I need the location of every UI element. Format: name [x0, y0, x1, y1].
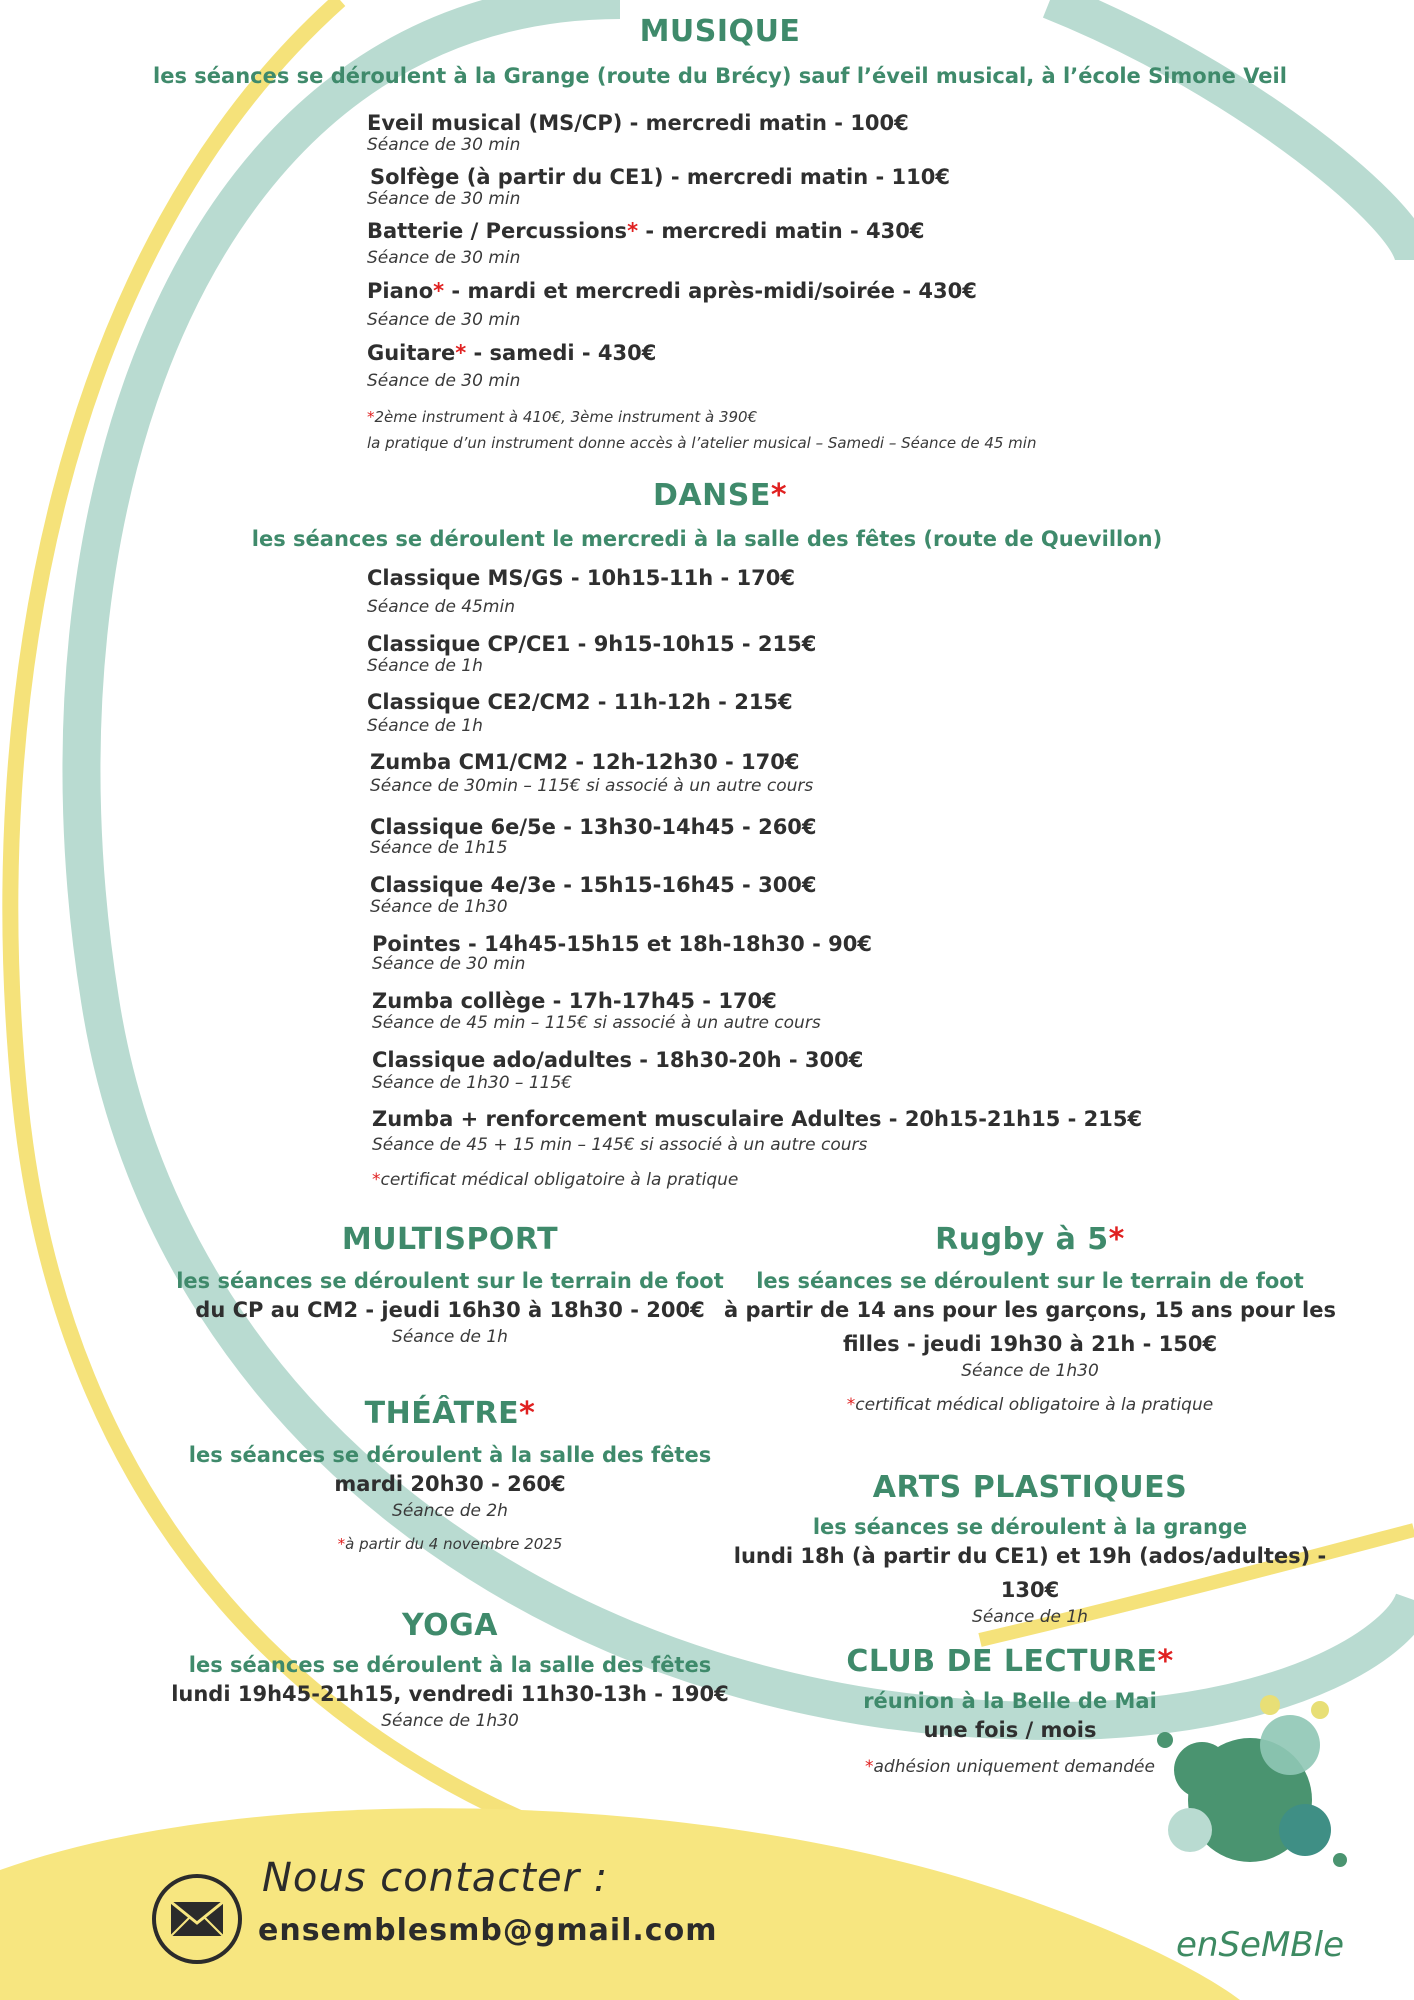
asterisk: *	[846, 1395, 856, 1415]
multisport-schedule: du CP au CM2 - jeudi 16h30 à 18h30 - 200€	[195, 1298, 705, 1322]
yoga-subtitle: les séances se déroulent à la salle des fêtes	[188, 1653, 712, 1677]
brand-logo-text: enSeMBle	[1176, 1925, 1344, 1965]
lecture-footnote	[720, 1757, 1300, 1777]
multisport-note: Séance de 1h	[392, 1327, 508, 1347]
lecture-title	[720, 1644, 1300, 1679]
musique-subtitle: les séances se déroulent à la Grange (route du Brécy) sauf l’éveil musical, à l’école Simone Veil	[153, 64, 1287, 88]
envelope-icon	[152, 1874, 242, 1964]
arts-schedule: lundi 18h (à partir du CE1) et 19h (ados/adultes) - 130€	[733, 1544, 1327, 1602]
rugby-title	[720, 1222, 1340, 1257]
danse-item: Classique MS/GS - 10h15-11h - 170€	[367, 566, 795, 590]
asterisk: *	[433, 279, 445, 303]
asterisk: *	[372, 1170, 381, 1190]
footnote-text: certificat médical obligatoire à la pratique	[855, 1395, 1214, 1415]
lecture-frequency: une fois / mois	[923, 1718, 1097, 1742]
asterisk: *	[1157, 1644, 1174, 1679]
rugby-subtitle: les séances se déroulent sur le terrain de foot	[756, 1269, 1304, 1293]
asterisk: *	[337, 1535, 346, 1553]
danse-item: Zumba + renforcement musculaire Adultes - 20h15-21h15 - 215€	[372, 1107, 1143, 1131]
danse-item: Classique ado/adultes - 18h30-20h - 300€	[372, 1048, 864, 1072]
theatre-section	[150, 1396, 750, 1553]
musique-item	[367, 279, 977, 303]
danse-item: Zumba collège - 17h-17h45 - 170€	[372, 989, 777, 1013]
danse-note: Séance de 1h	[367, 656, 483, 676]
asterisk: *	[519, 1396, 536, 1431]
danse-note: Séance de 1h30 – 115€	[372, 1073, 573, 1093]
musique-item: Eveil musical (MS/CP) - mercredi matin - 100€	[367, 111, 909, 135]
danse-note: Séance de 1h30	[370, 897, 508, 917]
multisport-section	[150, 1222, 750, 1347]
item-label-rest: - mercredi matin - 430€	[638, 219, 925, 243]
arts-subtitle: les séances se déroulent à la grange	[812, 1515, 1248, 1539]
musique-footnote-1	[367, 408, 757, 426]
item-label: Batterie / Percussions	[367, 219, 628, 243]
footnote-text: à partir du 4 novembre 2025	[345, 1535, 563, 1553]
footnote-text: 2ème instrument à 410€, 3ème instrument à 390€	[374, 408, 758, 426]
musique-item: Solfège (à partir du CE1) - mercredi matin - 110€	[370, 165, 950, 189]
theatre-subtitle: les séances se déroulent à la salle des fêtes	[188, 1443, 712, 1467]
rugby-note: Séance de 1h30	[961, 1361, 1099, 1381]
musique-note: Séance de 30 min	[367, 189, 521, 209]
theatre-title	[150, 1396, 750, 1431]
musique-note: Séance de 30 min	[367, 371, 521, 391]
multisport-title: MULTISPORT	[341, 1222, 559, 1257]
multisport-subtitle: les séances se déroulent sur le terrain de foot	[176, 1269, 724, 1293]
item-label: Piano	[367, 279, 434, 303]
lecture-subtitle: réunion à la Belle de Mai	[863, 1689, 1157, 1713]
theatre-note: Séance de 2h	[392, 1501, 508, 1521]
danse-note: Séance de 1h	[367, 716, 483, 736]
arts-section	[710, 1470, 1350, 1627]
theatre-schedule: mardi 20h30 - 260€	[334, 1472, 566, 1496]
arts-note: Séance de 1h	[972, 1607, 1088, 1627]
title-text: CLUB DE LECTURE	[846, 1644, 1158, 1679]
yoga-title: YOGA	[402, 1608, 498, 1643]
rugby-section	[720, 1222, 1340, 1415]
footnote-text: adhésion uniquement demandée	[873, 1757, 1155, 1777]
musique-footnote-2: la pratique d’un instrument donne accès à l’atelier musical – Samedi – Séance de 45 min	[367, 434, 1037, 452]
asterisk: *	[770, 478, 788, 513]
title-text: DANSE	[652, 478, 771, 513]
rugby-schedule-line-1: à partir de 14 ans pour les garçons, 15 ans pour les	[724, 1298, 1336, 1322]
danse-title	[0, 478, 1414, 513]
arts-title: ARTS PLASTIQUES	[872, 1470, 1188, 1505]
footnote-text: certificat médical obligatoire à la pratique	[380, 1170, 739, 1190]
musique-item	[367, 341, 656, 365]
danse-item: Classique 6e/5e - 13h30-14h45 - 260€	[370, 815, 817, 839]
danse-note: Séance de 45min	[367, 597, 515, 617]
musique-title: MUSIQUE	[639, 14, 801, 49]
title-text: THÉÂTRE	[364, 1396, 520, 1431]
contact-email-link[interactable]: ensemblesmb@gmail.com	[258, 1913, 718, 1948]
musique-note: Séance de 30 min	[367, 310, 521, 330]
contact-title: Nous contacter :	[262, 1855, 609, 1901]
danse-subtitle: les séances se déroulent le mercredi à la salle des fêtes (route de Quevillon)	[251, 527, 1163, 551]
item-label: Guitare	[367, 341, 456, 365]
danse-note: Séance de 30min – 115€ si associé à un autre cours	[370, 776, 814, 796]
musique-note: Séance de 30 min	[367, 135, 521, 155]
danse-footnote	[372, 1170, 738, 1190]
danse-item: Classique CP/CE1 - 9h15-10h15 - 215€	[367, 632, 817, 656]
asterisk: *	[865, 1757, 874, 1777]
asterisk: *	[367, 408, 375, 426]
lecture-section	[720, 1644, 1300, 1777]
item-label-rest: - samedi - 430€	[466, 341, 657, 365]
title-text: Rugby à 5	[935, 1222, 1109, 1257]
yoga-schedule: lundi 19h45-21h15, vendredi 11h30-13h - 190€	[171, 1682, 729, 1706]
musique-item	[367, 219, 924, 243]
danse-item: Classique CE2/CM2 - 11h-12h - 215€	[367, 690, 793, 714]
theatre-footnote	[150, 1535, 750, 1553]
danse-note: Séance de 30 min	[372, 954, 526, 974]
danse-note: Séance de 45 min – 115€ si associé à un autre cours	[372, 1013, 821, 1033]
rugby-schedule-line-2: filles - jeudi 19h30 à 21h - 150€	[842, 1332, 1218, 1356]
rugby-footnote	[720, 1395, 1340, 1415]
yoga-section	[150, 1608, 750, 1731]
danse-item: Classique 4e/3e - 15h15-16h45 - 300€	[370, 873, 817, 897]
musique-note: Séance de 30 min	[367, 248, 521, 268]
asterisk: *	[627, 219, 639, 243]
yoga-note: Séance de 1h30	[381, 1711, 519, 1731]
danse-note: Séance de 45 + 15 min – 145€ si associé à un autre cours	[372, 1135, 868, 1155]
item-label-rest: - mardi et mercredi après-midi/soirée - 430€	[444, 279, 977, 303]
danse-item: Pointes - 14h45-15h15 et 18h-18h30 - 90€	[372, 932, 872, 956]
asterisk: *	[455, 341, 467, 365]
danse-note: Séance de 1h15	[370, 838, 508, 858]
asterisk: *	[1108, 1222, 1125, 1257]
danse-item: Zumba CM1/CM2 - 12h-12h30 - 170€	[370, 750, 800, 774]
